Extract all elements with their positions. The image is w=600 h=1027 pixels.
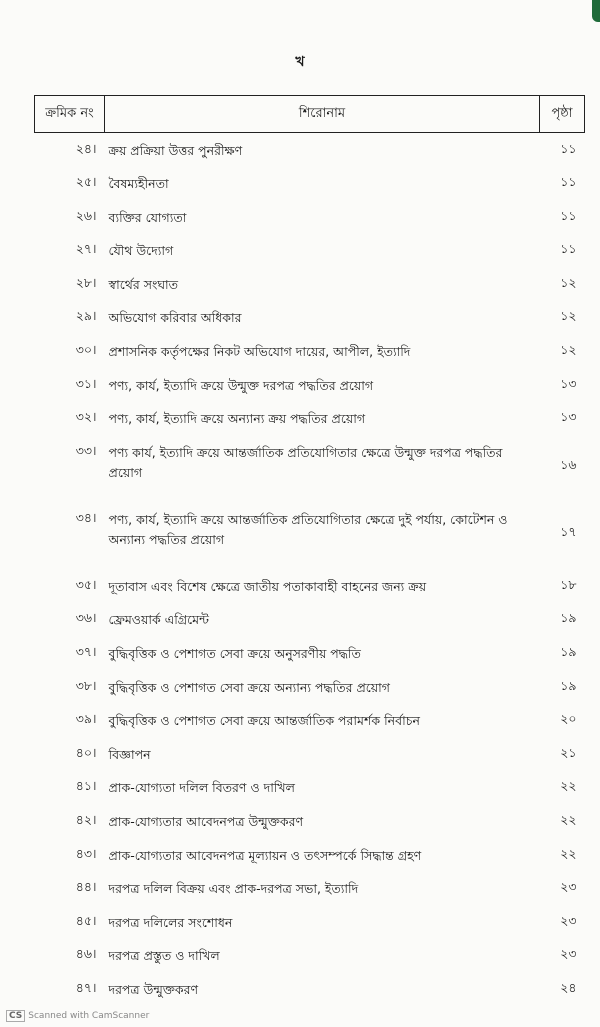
toc-title: ফ্রেমওয়ার্ক এগ্রিমেন্ট [108, 612, 209, 628]
footer-text: Scanned with CamScanner [28, 1011, 150, 1021]
toc-title: প্রশাসনিক কর্তৃপক্ষের নিকট অভিযোগ দায়ের, আপীল, ইত্যাদি [108, 344, 411, 360]
toc-serial: ৩৪। [75, 509, 97, 525]
toc-row [35, 300, 585, 334]
toc-serial: ৩১। [75, 375, 97, 391]
toc-page: ১২ [560, 308, 577, 324]
toc-header-row [35, 96, 585, 133]
toc-title: বুদ্ধিবৃত্তিক ও পেশাগত সেবা ক্রয়ে অনুসরণীয় পদ্ধতি [108, 646, 361, 662]
toc-serial: ৩৫। [75, 576, 97, 592]
toc-row [35, 233, 585, 267]
toc-serial: ৩৯। [75, 711, 97, 727]
toc-serial: ৪৫। [75, 912, 97, 928]
toc-title: প্রাক-যোগ্যতার আবেদনপত্র উন্মুক্তকরণ [108, 814, 304, 829]
toc-page: ২২ [560, 778, 577, 794]
toc-serial: ৩৮। [75, 677, 97, 693]
toc-row [35, 200, 585, 234]
toc-title: পণ্য কার্য, ইত্যাদি ক্রয়ে আন্তর্জাতিক প্রতিযোগিতার ক্ষেত্রে উন্মুক্ত দরপত্র পদ্ধতির প্রয়োগ [108, 444, 503, 480]
toc-serial: ২৮। [75, 274, 97, 290]
toc-row [35, 905, 585, 939]
toc-title: ক্রয় প্রক্রিয়া উত্তর পুনরীক্ষণ [108, 143, 243, 158]
toc-row [35, 166, 585, 200]
toc-serial: ২৫। [75, 174, 97, 190]
toc-page: ২০ [560, 711, 577, 727]
toc-serial: ৪০। [75, 744, 97, 760]
toc-row [35, 972, 585, 1006]
toc-page: ২৪ [560, 979, 577, 995]
toc-serial: ৩৬। [75, 610, 97, 626]
toc-title: দরপত্র প্রস্তুত ও দাখিল [108, 948, 220, 964]
toc-title: পণ্য, কার্য, ইত্যাদি ক্রয়ে অন্যান্য ক্রয় পদ্ধতির প্রয়োগ [108, 411, 366, 427]
camscanner-logo: CS [6, 1010, 25, 1022]
toc-row [35, 133, 585, 167]
toc-page: ২৩ [560, 912, 577, 928]
toc-serial: ৩২। [75, 409, 97, 425]
toc-title: ব্যক্তির যোগ্যতা [108, 209, 187, 225]
toc-row [35, 401, 585, 435]
toc-title: বুদ্ধিবৃত্তিক ও পেশাগত সেবা ক্রয়ে অন্যান্য পদ্ধতির প্রয়োগ [108, 679, 390, 695]
corner-mark [592, 0, 600, 22]
toc-page: ১৮ [560, 576, 577, 592]
toc-page: ২১ [560, 744, 577, 760]
toc-serial: ২৪। [75, 141, 97, 156]
toc-row [35, 602, 585, 636]
toc-serial: ২৬। [75, 207, 97, 223]
toc-row [35, 267, 585, 301]
page-letter: খ [295, 54, 305, 70]
toc-page: ১১ [560, 241, 577, 257]
toc-page: ১৯ [560, 610, 577, 626]
toc-row [35, 670, 585, 704]
toc-page: ১২ [560, 274, 577, 290]
toc-row [35, 502, 585, 569]
toc-row [35, 636, 585, 670]
toc-title: দরপত্র দলিল বিক্রয় এবং প্রাক-দরপত্র সভা, ইত্যাদি [108, 881, 359, 897]
toc-page: ২৩ [560, 879, 577, 895]
header-page: পৃষ্ঠা [540, 96, 585, 133]
toc-title: পণ্য, কার্য, ইত্যাদি ক্রয়ে আন্তর্জাতিক প্রতিযোগিতার ক্ষেত্রে দুই পর্যায়, কোটেশন ও অন্যান্য পদ্ধতির প্রয়োগ [108, 511, 508, 547]
toc-serial: ৩৩। [75, 442, 97, 458]
toc-row [35, 938, 585, 972]
toc-page: ১৯ [560, 644, 577, 660]
toc-page: ১৬ [560, 456, 577, 472]
toc-title: দূতাবাস এবং বিশেষ ক্ষেত্রে জাতীয় পতাকাবাহী বাহনের জন্য ক্রয় [108, 578, 427, 594]
toc-page: ১২ [560, 342, 577, 358]
toc-serial: ৩৭। [75, 644, 97, 660]
toc-row [35, 703, 585, 737]
header-title: শিরোনাম [105, 96, 540, 133]
toc-serial: ২৭। [75, 241, 97, 257]
toc-page: ১১ [560, 174, 577, 190]
toc-page: ১৭ [560, 523, 577, 539]
toc-serial: ৪৪। [75, 879, 97, 895]
toc-row [35, 569, 585, 603]
toc-page: ২২ [560, 845, 577, 861]
toc-title: পণ্য, কার্য, ইত্যাদি ক্রয়ে উন্মুক্ত দরপত্র পদ্ধতির প্রয়োগ [108, 377, 374, 393]
toc-page: ১৩ [560, 375, 577, 391]
toc-serial: ৪৩। [75, 845, 97, 861]
toc-title: দরপত্র দলিলের সংশোধন [108, 914, 233, 930]
toc-serial: ৪২। [75, 812, 97, 827]
toc-row [35, 435, 585, 502]
toc-title: বৈষম্যহীনতা [108, 176, 169, 192]
toc-serial: ৪৬। [75, 946, 97, 962]
toc-table [34, 95, 585, 1006]
toc-row [35, 334, 585, 368]
header-serial: ক্রমিক নং [35, 96, 105, 133]
toc-row [35, 871, 585, 905]
toc-page: ২২ [560, 812, 577, 827]
toc-page: ১৩ [560, 409, 577, 425]
toc-serial: ২৯। [75, 308, 97, 324]
toc-title: বিজ্ঞাপন [108, 746, 151, 762]
toc-serial: ৩০। [75, 342, 97, 358]
toc-row [35, 804, 585, 838]
toc-row [35, 737, 585, 771]
toc-title: বুদ্ধিবৃত্তিক ও পেশাগত সেবা ক্রয়ে আন্তর্জাতিক পরামর্শক নির্বাচন [108, 713, 420, 729]
toc-row [35, 368, 585, 402]
toc-page: ২৩ [560, 946, 577, 962]
toc-title: প্রাক-যোগ্যতার আবেদনপত্র মূল্যায়ন ও তৎসম্পর্কে সিদ্ধান্ত গ্রহণ [108, 847, 422, 863]
toc-title: অভিযোগ করিবার অধিকার [108, 310, 242, 326]
toc-page: ১১ [560, 141, 577, 156]
toc-title: দরপত্র উন্মুক্তকরণ [108, 981, 199, 997]
scanner-footer [6, 1010, 149, 1022]
toc-serial: ৪১। [75, 778, 97, 794]
toc-title: স্বার্থের সংঘাত [108, 276, 179, 292]
toc-body [35, 133, 585, 1006]
toc-title: প্রাক-যোগ্যতা দলিল বিতরণ ও দাখিল [108, 780, 295, 796]
toc-page: ১১ [560, 207, 577, 223]
toc-title: যৌথ উদ্যোগ [108, 243, 174, 259]
toc-row [35, 838, 585, 872]
toc-row [35, 770, 585, 804]
toc-serial: ৪৭। [75, 979, 97, 995]
toc-page: ১৯ [560, 677, 577, 693]
